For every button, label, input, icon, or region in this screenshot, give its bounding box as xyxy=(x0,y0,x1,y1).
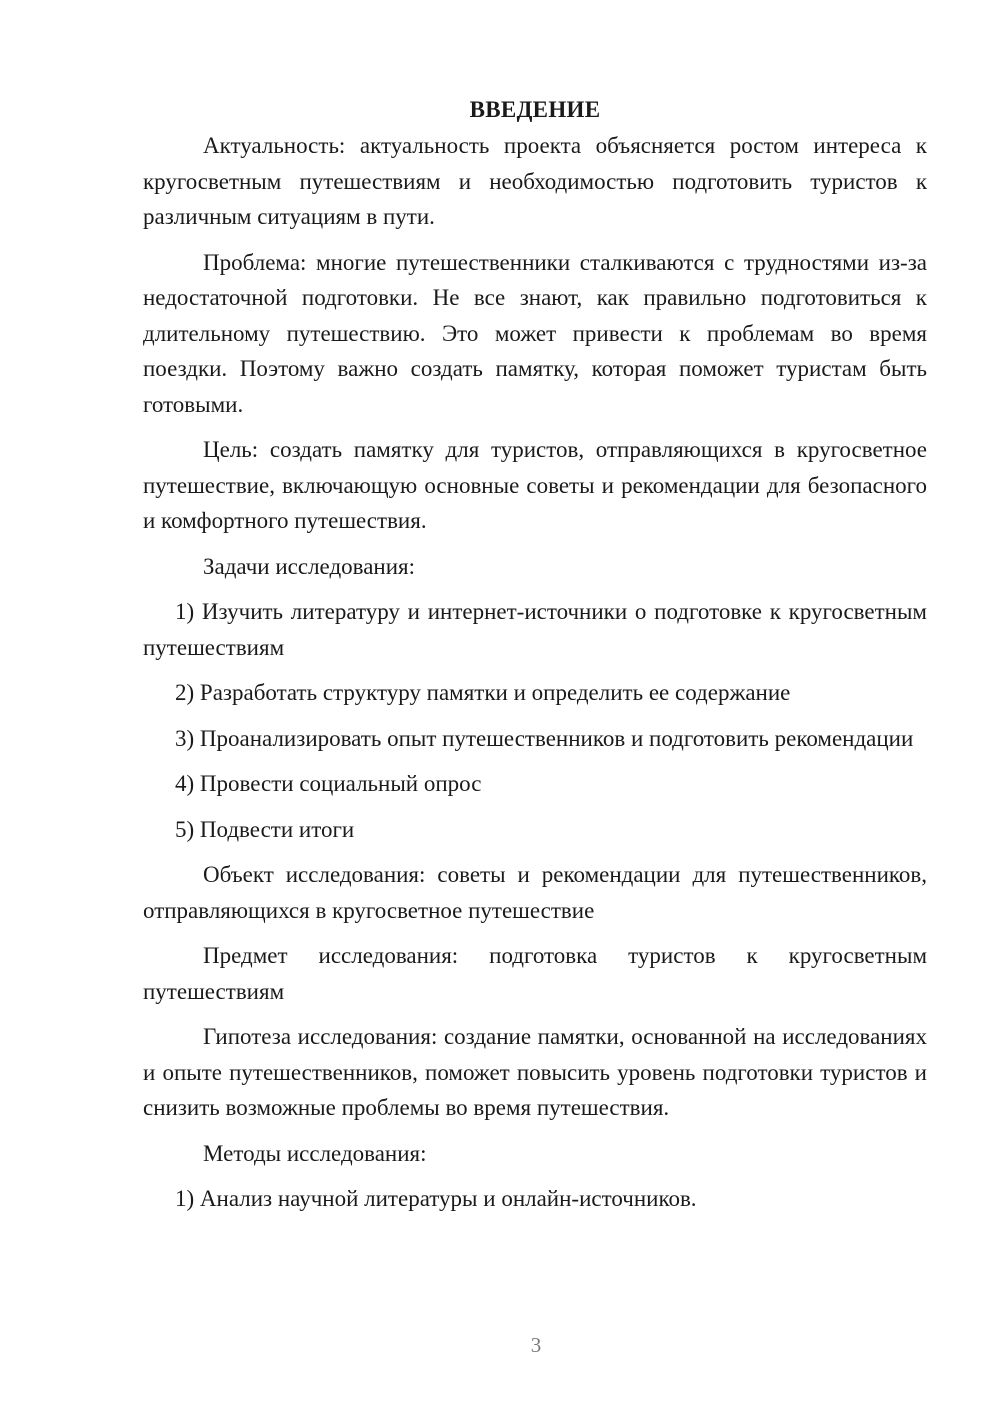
page-title: ВВЕДЕНИЕ xyxy=(469,97,601,122)
task-item-1: 1) Изучить литературу и интернет-источники о подготовке к кругосветным путешествиям xyxy=(143,599,927,660)
task-item-2: 2) Разработать структуру памятки и определить ее содержание xyxy=(175,680,791,705)
relevance-paragraph: Актуальность: актуальность проекта объясняется ростом интереса к кругосветным путешествиям и необходимостью подготовить туристов к различным ситуациям в пути. xyxy=(143,133,927,229)
task-item-3: 3) Проанализировать опыт путешественников и подготовить рекомендации xyxy=(175,725,914,751)
hypothesis-paragraph: Гипотеза исследования: создание памятки, основанной на исследованиях и опыте путешественников, поможет повысить уровень подготовки туристов и снизить возможные проблемы во время путешествия. xyxy=(143,1024,927,1120)
goal-paragraph: Цель: создать памятку для туристов, отправляющихся в кругосветное путешествие, включающую основные советы и рекомендации для безопасного и комфортного путешествия. xyxy=(143,437,927,533)
object-paragraph: Объект исследования: советы и рекомендации для путешественников, отправляющихся в кругосветное путешествие xyxy=(143,862,927,923)
method-item-1: 1) Анализ научной литературы и онлайн-источников. xyxy=(175,1186,697,1211)
subject-paragraph: Предмет исследования: подготовка туристов к кругосветным путешествиям xyxy=(143,943,927,1004)
problem-paragraph: Проблема: многие путешественники сталкиваются с трудностями из-за недостаточной подготовки. Не все знают, как правильно подготовиться к длительному путешествию. Это может привести к проблемам во время поездки. Поэтому важно создать памятку, которая поможет туристам быть готовыми. xyxy=(143,249,927,417)
task-item-4: 4) Провести социальный опрос xyxy=(175,771,482,796)
document-page xyxy=(143,92,927,1227)
task-item-5: 5) Подвести итоги xyxy=(175,816,355,842)
methods-heading: Методы исследования: xyxy=(203,1140,427,1166)
page-number: 3 xyxy=(530,1333,542,1357)
tasks-heading: Задачи исследования: xyxy=(203,553,416,579)
